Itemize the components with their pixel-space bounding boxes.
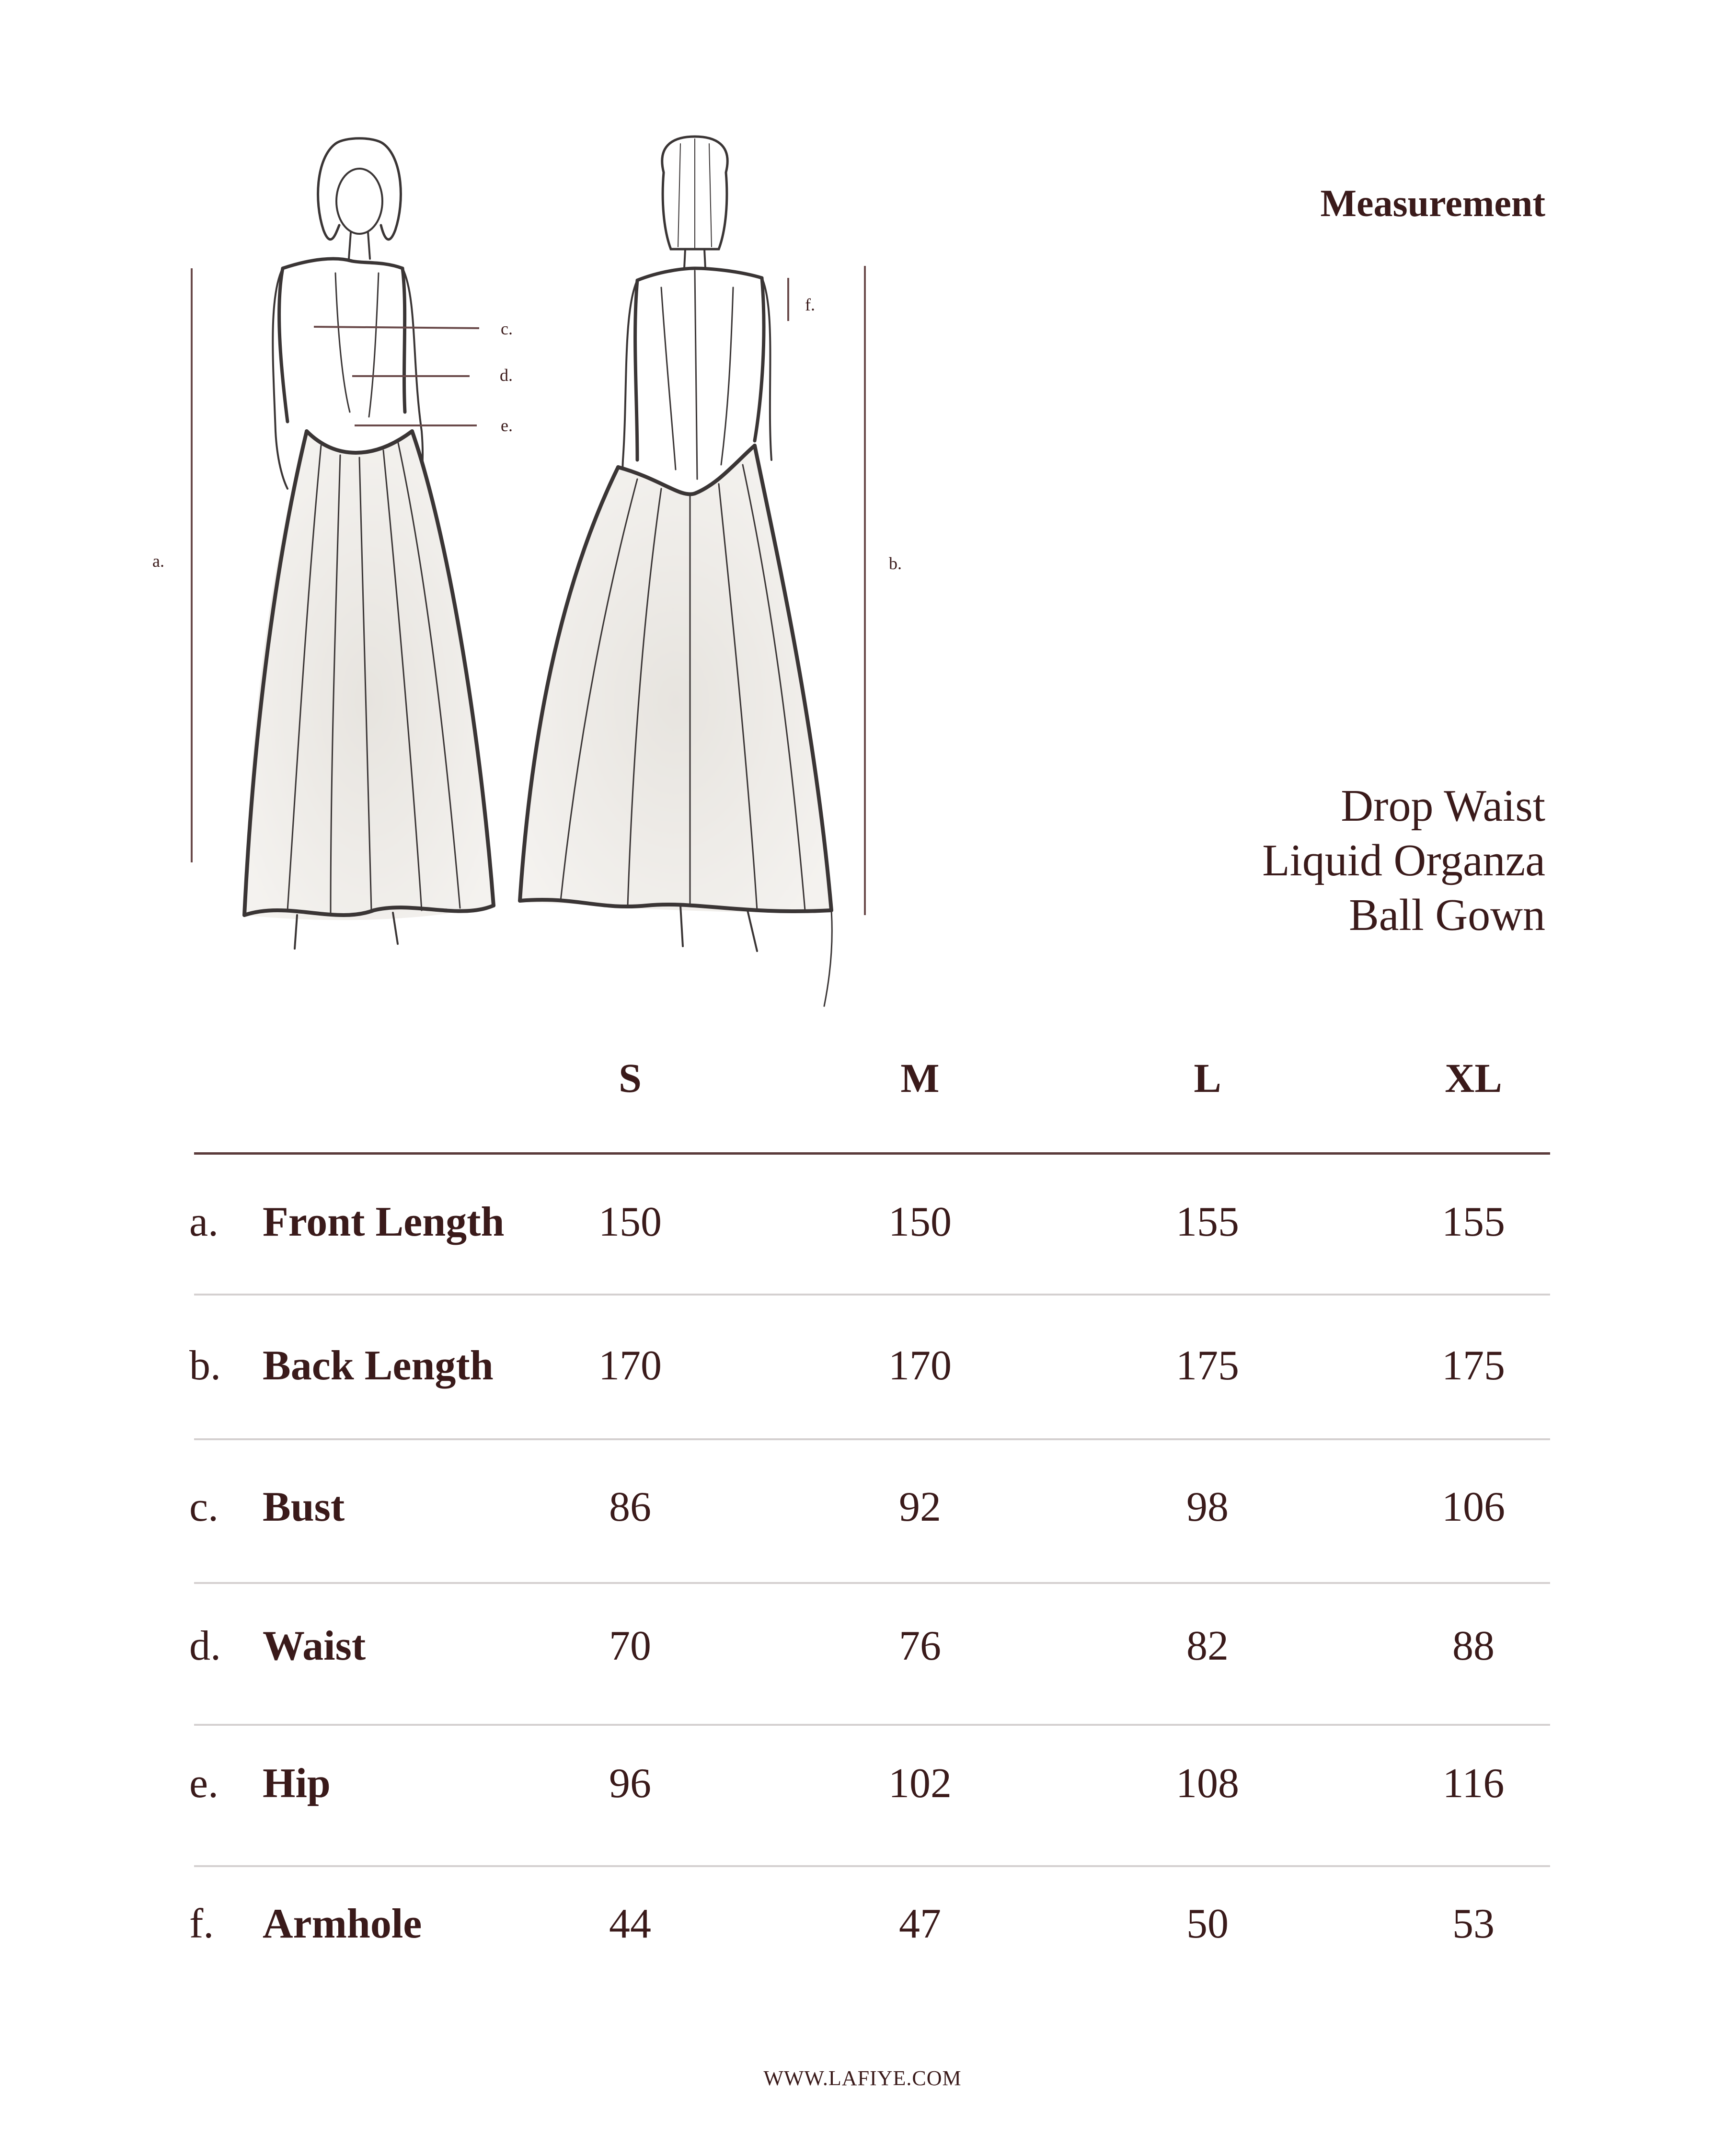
row-value: 53 — [1452, 1901, 1495, 1947]
row-value: 88 — [1452, 1623, 1495, 1669]
table-header-rule — [194, 1152, 1550, 1155]
sketch-label-a: a. — [152, 551, 164, 571]
row-value: 106 — [1442, 1484, 1505, 1530]
gown-illustration — [0, 0, 910, 1030]
size-header-s: S — [619, 1055, 642, 1101]
sketch-label-e: e. — [501, 416, 513, 435]
size-header-xl: XL — [1445, 1055, 1502, 1101]
row-value: 96 — [609, 1760, 651, 1807]
row-value: 86 — [609, 1484, 651, 1530]
row-value: 44 — [609, 1901, 651, 1947]
row-value: 102 — [888, 1760, 952, 1807]
row-value: 150 — [598, 1199, 662, 1245]
row-value: 47 — [899, 1901, 941, 1947]
sketch-label-f: f. — [805, 295, 815, 314]
row-divider — [194, 1724, 1550, 1726]
row-letter: c. — [189, 1484, 219, 1530]
size-header-l: L — [1194, 1055, 1221, 1101]
row-label: Waist — [263, 1623, 366, 1669]
row-value: 155 — [1176, 1199, 1239, 1245]
product-description — [1262, 779, 1545, 942]
row-value: 150 — [888, 1199, 952, 1245]
row-value: 155 — [1442, 1199, 1505, 1245]
sketch-label-b: b. — [889, 554, 902, 573]
sketch-label-d: d. — [500, 366, 513, 385]
footer-website: WWW.LAFIYE.COM — [763, 2066, 962, 2090]
row-divider — [194, 1865, 1550, 1867]
row-label: Bust — [263, 1484, 345, 1530]
description-line: Drop Waist — [1341, 781, 1545, 831]
row-value: 175 — [1176, 1342, 1239, 1389]
page-title: Measurement — [1320, 183, 1545, 225]
row-letter: a. — [189, 1199, 219, 1245]
row-value: 170 — [888, 1342, 952, 1389]
row-divider — [194, 1582, 1550, 1584]
description-line: Liquid Organza — [1262, 836, 1545, 885]
row-divider — [194, 1438, 1550, 1440]
row-value: 76 — [899, 1623, 941, 1669]
row-value: 170 — [598, 1342, 662, 1389]
row-letter: d. — [189, 1623, 221, 1669]
row-divider — [194, 1294, 1550, 1296]
row-value: 116 — [1442, 1760, 1505, 1807]
size-header-m: M — [900, 1055, 940, 1101]
back-figure-sketch — [520, 137, 832, 1006]
sketch-label-c: c. — [501, 319, 513, 338]
description-line: Ball Gown — [1349, 890, 1545, 940]
row-value: 92 — [899, 1484, 941, 1530]
row-letter: f. — [189, 1901, 214, 1947]
row-value: 82 — [1186, 1623, 1229, 1669]
row-label: Hip — [263, 1760, 331, 1807]
row-value: 98 — [1186, 1484, 1229, 1530]
row-label: Front Length — [263, 1199, 505, 1245]
row-value: 50 — [1186, 1901, 1229, 1947]
row-letter: b. — [189, 1342, 221, 1389]
row-value: 70 — [609, 1623, 651, 1669]
row-label: Armhole — [263, 1901, 422, 1947]
row-letter: e. — [189, 1760, 219, 1807]
row-value: 175 — [1442, 1342, 1505, 1389]
front-figure-sketch — [244, 138, 494, 949]
row-value: 108 — [1176, 1760, 1239, 1807]
row-label: Back Length — [263, 1342, 494, 1389]
